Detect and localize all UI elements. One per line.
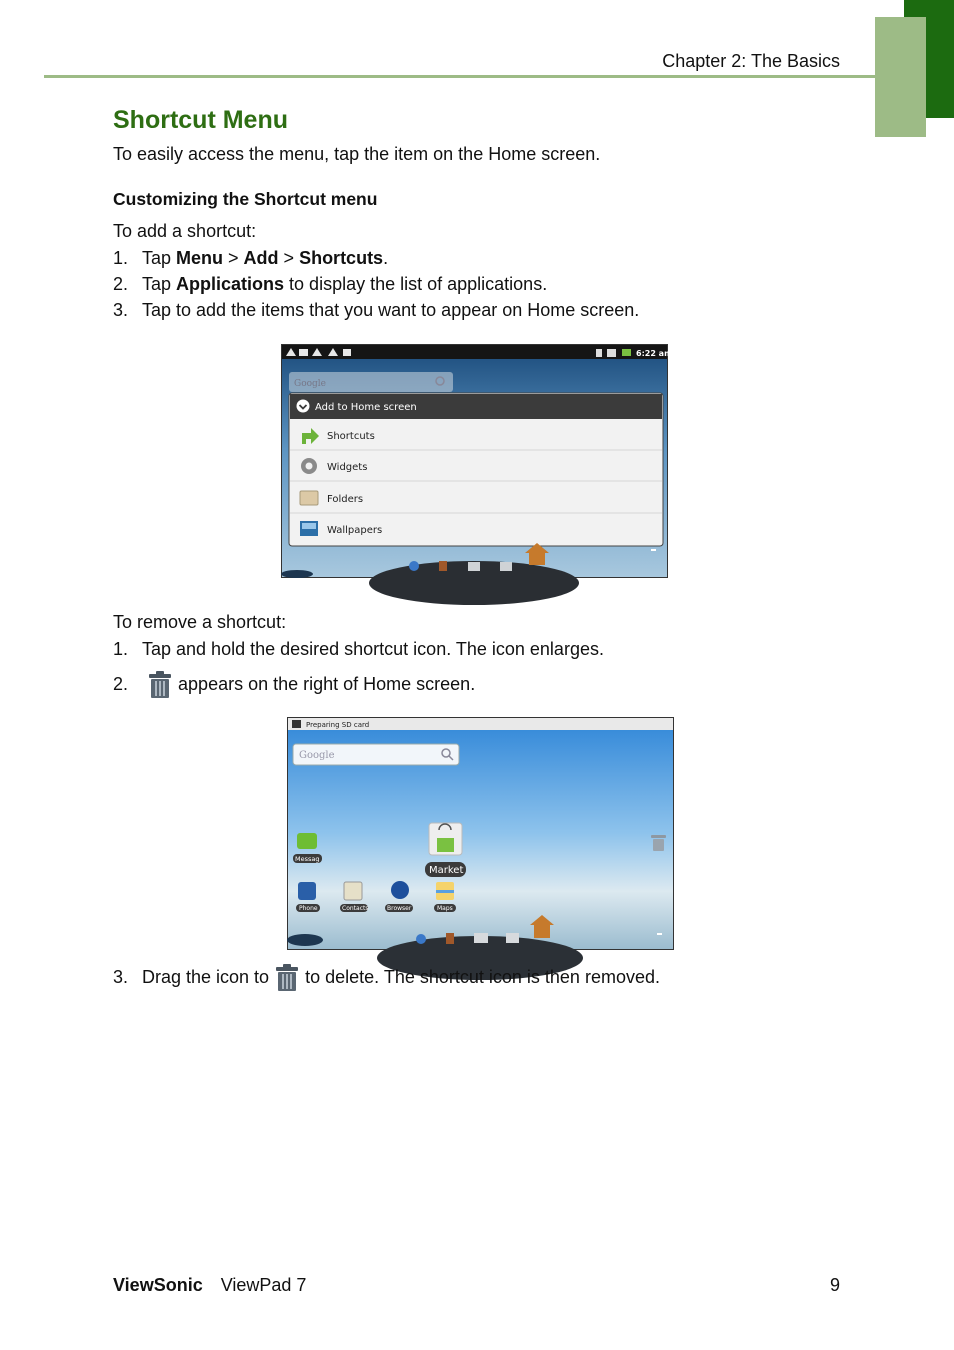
contacts-icon[interactable]	[344, 882, 362, 900]
label-phone: Phone	[299, 905, 318, 912]
messaging-icon[interactable]	[297, 833, 317, 849]
menu-item-folders[interactable]: Folders	[327, 494, 364, 505]
footer-brand	[113, 1275, 306, 1296]
label-browser: Browser	[387, 905, 412, 912]
screenshot-add-to-home	[281, 344, 673, 578]
section-title: Shortcut Menu	[113, 106, 288, 134]
home-screen-screenshot-art	[288, 718, 673, 949]
menu-item-widgets[interactable]: Widgets	[327, 462, 368, 473]
chapter-tab-light	[875, 17, 926, 137]
header-rule	[44, 75, 875, 78]
add-step-3: 3. Tap to add the items that you want to appear on Home screen.	[113, 300, 640, 320]
footer-brand-name: ViewSonic	[113, 1275, 203, 1295]
label-maps: Maps	[437, 905, 453, 912]
label-contacts: Contacts	[342, 905, 369, 912]
add-lead: To add a shortcut:	[113, 221, 257, 241]
search-placeholder-2[interactable]: Google	[299, 750, 335, 761]
dialog-title: Add to Home screen	[315, 402, 417, 413]
folder-icon[interactable]	[300, 491, 318, 505]
intro-text: To easily access the menu, tap the item on the Home screen.	[113, 144, 601, 164]
add-step-1: 1. Tap Menu > Add > Shortcuts.	[113, 248, 389, 268]
status-time: 6:22 am	[636, 349, 673, 358]
remove-step-3: 3. Drag the icon to to delete. The shortcut icon is then removed.	[113, 962, 660, 992]
notification-text: Preparing SD card	[306, 721, 370, 729]
add-to-home-screenshot-art	[282, 345, 673, 577]
browser-globe-icon[interactable]	[391, 881, 409, 899]
add-circle-icon	[297, 400, 310, 413]
label-messaging: Messag	[295, 855, 320, 863]
remove-step-1: 1. Tap and hold the desired shortcut icon. The icon enlarges.	[113, 639, 604, 659]
sd-card-icon	[292, 720, 301, 728]
trash-icon	[274, 964, 300, 992]
menu-item-shortcuts[interactable]: Shortcuts	[327, 431, 375, 442]
subsection-title: Customizing the Shortcut menu	[113, 189, 378, 209]
menu-item-wallpapers[interactable]: Wallpapers	[327, 525, 383, 536]
trash-target-icon[interactable]	[651, 835, 666, 851]
page-number: 9	[829, 1275, 840, 1295]
label-market: Market	[429, 865, 464, 876]
remove-lead: To remove a shortcut:	[113, 612, 287, 632]
add-step-2: 2. Tap Applications to display the list of applications.	[113, 274, 548, 294]
trash-icon	[147, 671, 173, 699]
screenshot-home-screen	[287, 717, 674, 950]
footer-model: ViewPad 7	[220, 1275, 307, 1295]
chapter-header: Chapter 2: The Basics	[662, 51, 840, 71]
phone-icon[interactable]	[298, 882, 316, 900]
search-placeholder-1: Google	[294, 379, 326, 389]
remove-step-2: 2. appears on the right of Home screen.	[113, 669, 475, 699]
